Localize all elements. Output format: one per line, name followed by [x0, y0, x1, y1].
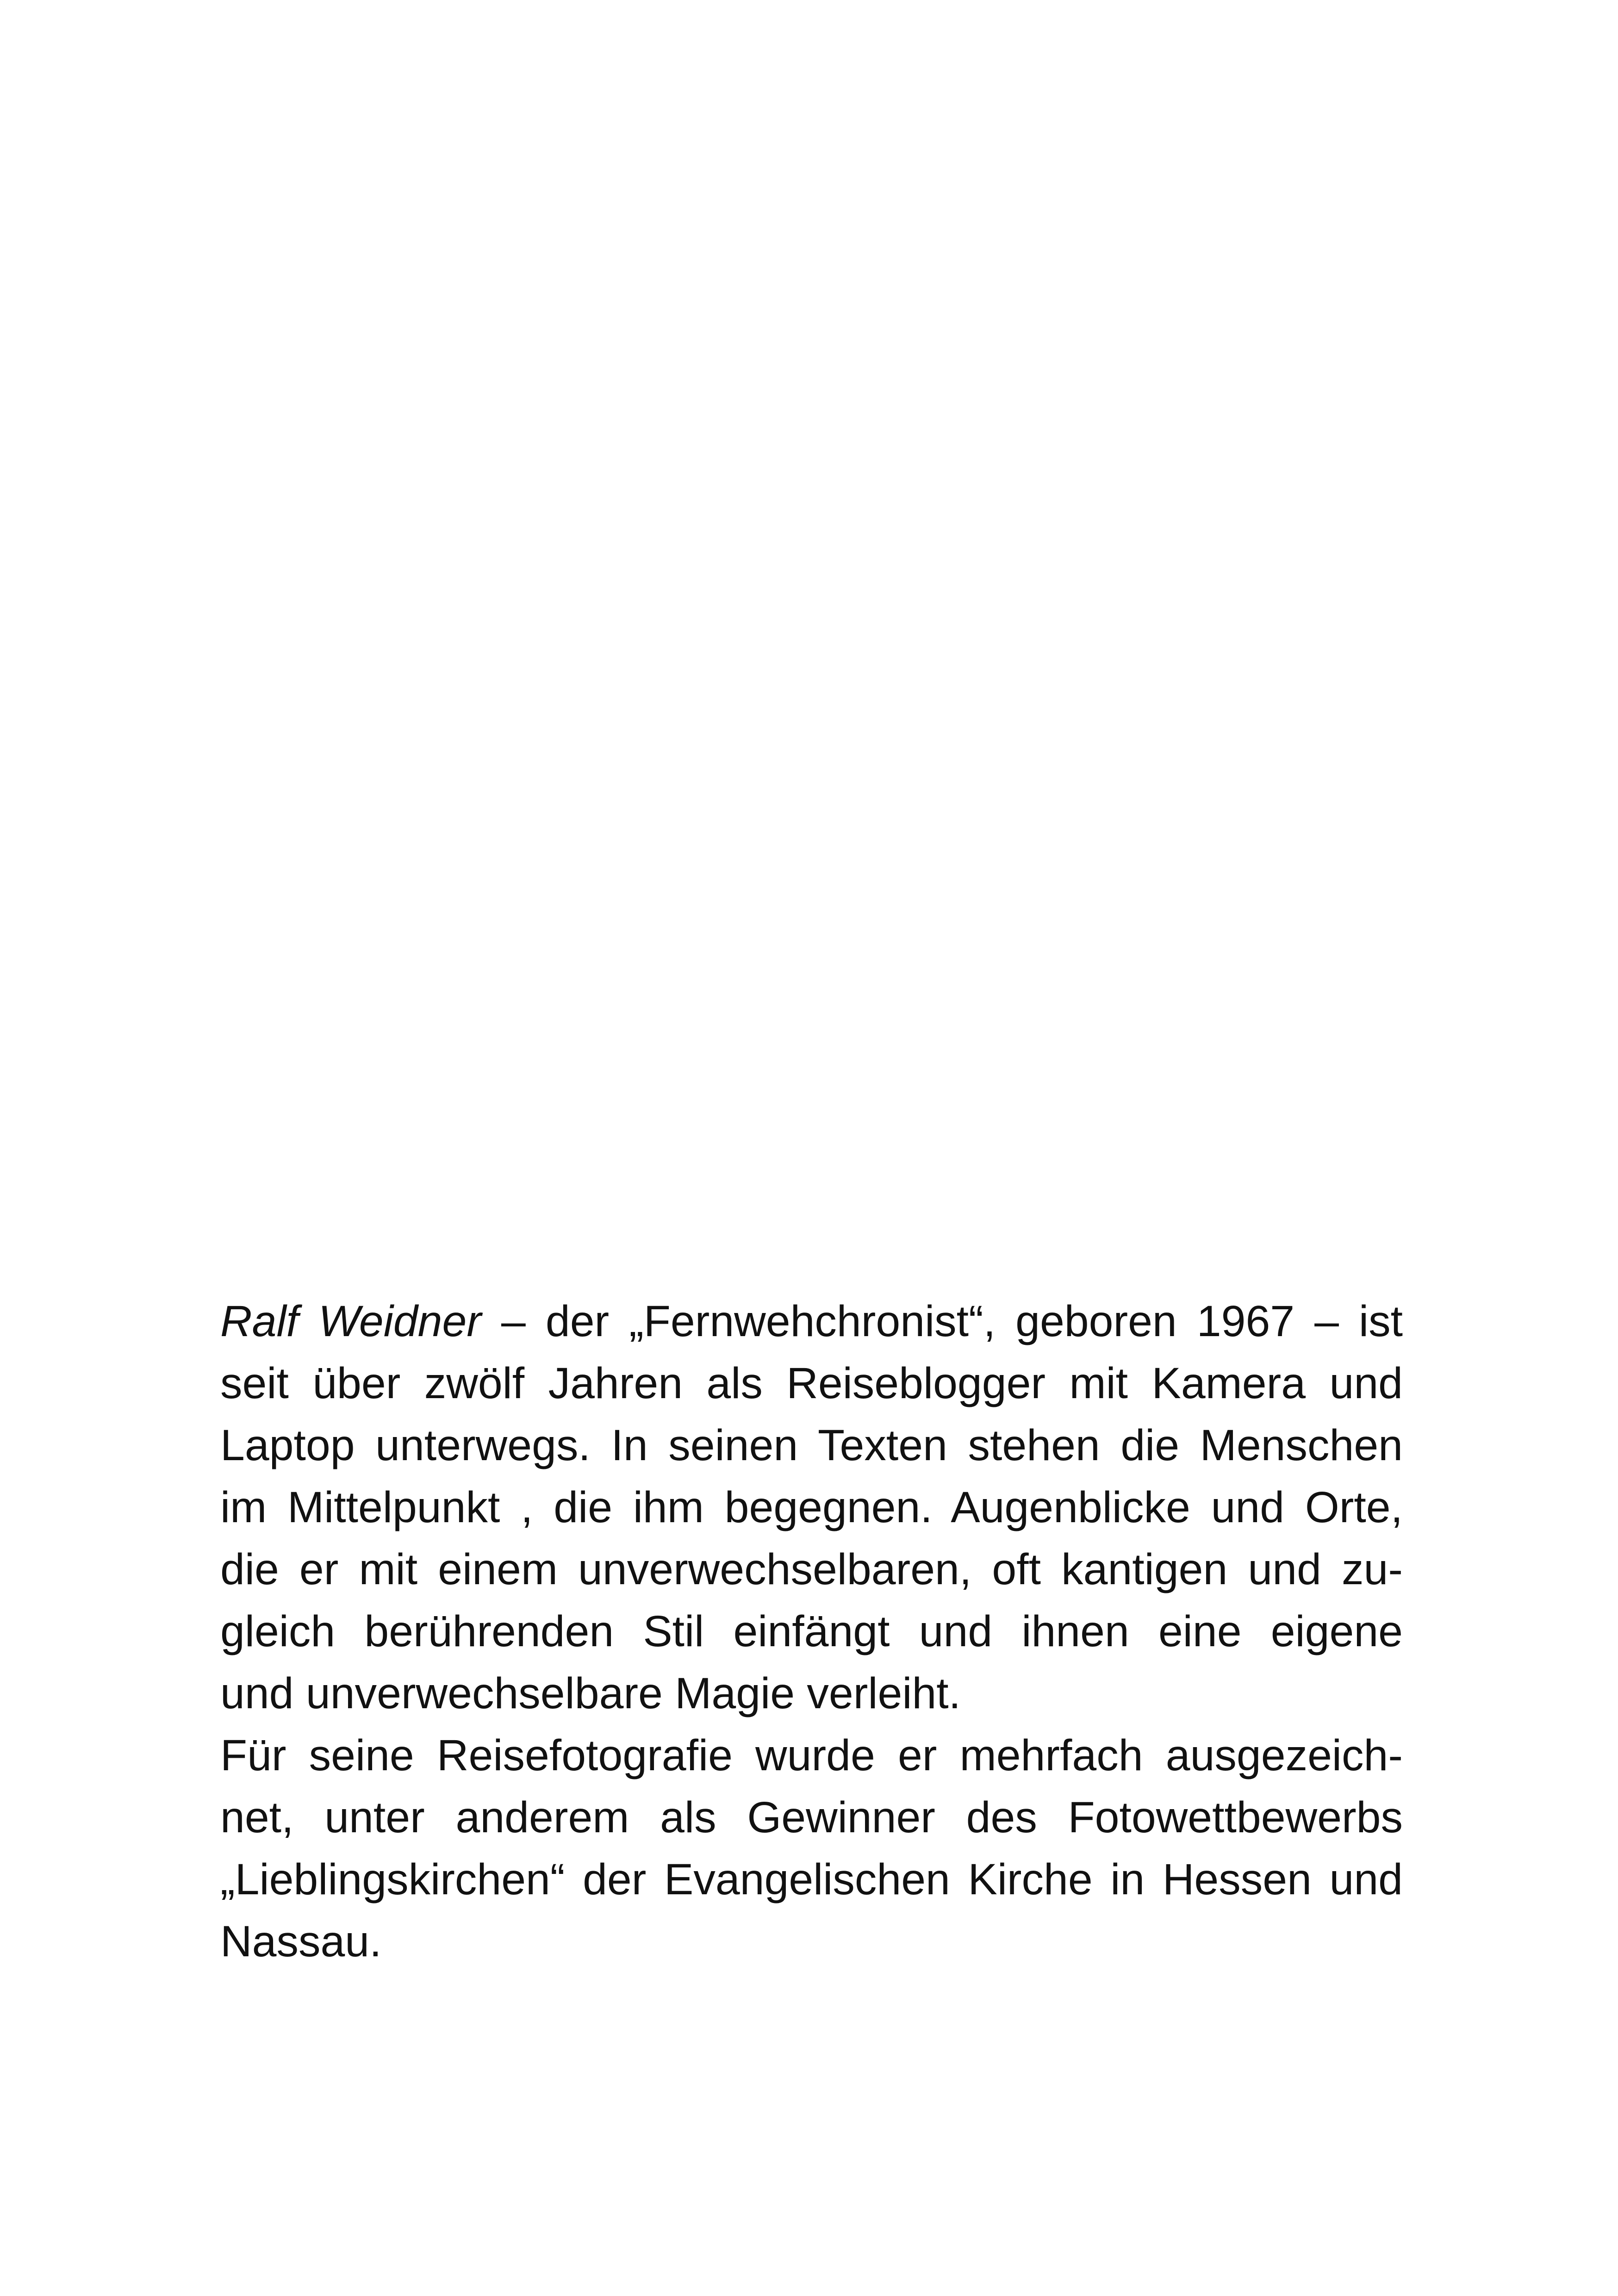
bio-line-7: und unverwechselbare Magie verleiht.	[220, 1669, 961, 1718]
bio-line-2: seit über zwölf Jahren als Reiseblogger mit Kamera und	[220, 1359, 1403, 1408]
bio-line-11: Nassau.	[220, 1917, 382, 1966]
author-name: Ralf Weidner	[220, 1297, 481, 1346]
bio-line-5: die er mit einem unverwechselbaren, oft kantigen und zu-	[220, 1545, 1403, 1594]
bio-line-1-text: – der „Fernwehchronist“, geboren 1967 – ist	[481, 1297, 1403, 1346]
bio-line-6: gleich berührenden Stil einfängt und ihnen eine eigene	[220, 1607, 1403, 1656]
bio-line-1	[220, 1290, 1403, 1352]
bio-line-10: „Lieblingskirchen“ der Evangelischen Kirche in Hessen und	[220, 1855, 1403, 1904]
bio-line-8: Für seine Reisefotografie wurde er mehrfach ausgezeich-	[220, 1731, 1403, 1780]
bio-line-4: im Mittelpunkt , die ihm begegnen. Augenblicke und Orte,	[220, 1483, 1403, 1532]
bio-line-9: net, unter anderem als Gewinner des Fotowettbewerbs	[220, 1793, 1403, 1842]
bio-line-3: Laptop unterwegs. In seinen Texten stehen die Menschen	[220, 1421, 1403, 1470]
author-bio	[220, 1290, 1403, 1972]
